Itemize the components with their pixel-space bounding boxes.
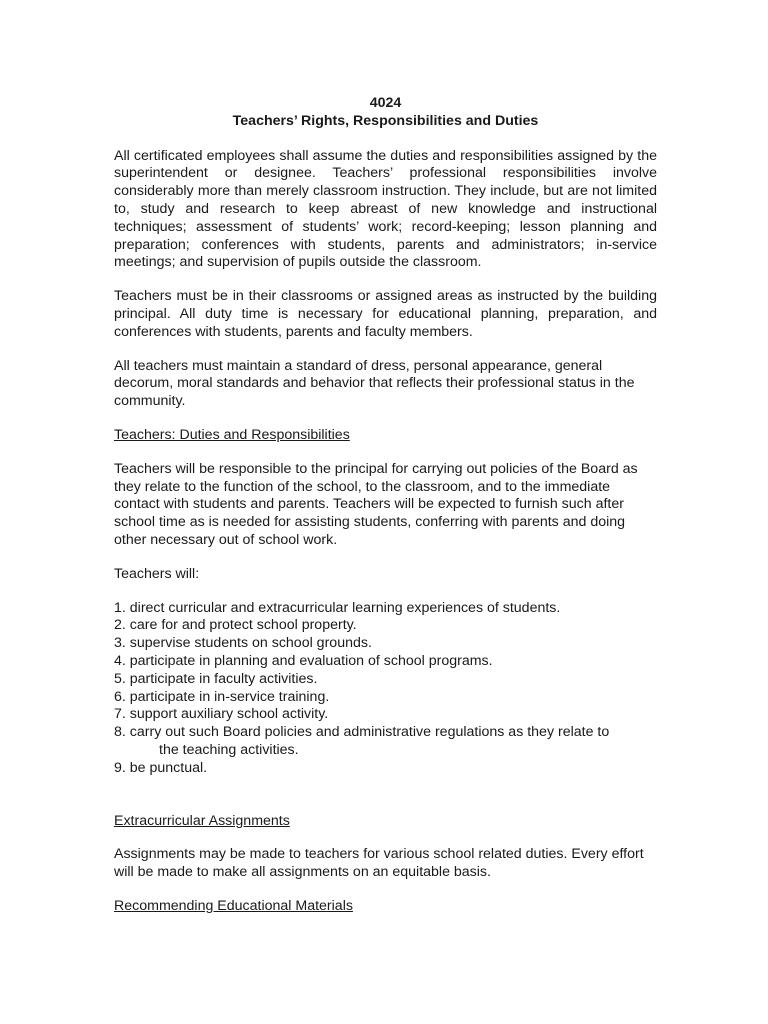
- duties-list: [114, 600, 657, 778]
- list-item: 6. participate in in-service training.: [114, 688, 330, 705]
- heading-recommending-materials: Recommending Educational Materials: [114, 897, 353, 914]
- list-item: 5. participate in faculty activities.: [114, 670, 318, 687]
- list-item-continuation: [114, 742, 657, 760]
- paragraph-dress-standards: All teachers must maintain a standard of dress, personal appearance, general decorum, moral standards and behavior that reflects their professional status in the community.: [114, 357, 635, 410]
- list-item: 3. supervise students on school grounds.: [114, 635, 372, 652]
- list-item: 7. support auxiliary school activity.: [114, 706, 329, 723]
- paragraph-classroom-presence: Teachers must be in their classrooms or assigned areas as instructed by the building principal. All duty time is necessary for educational planning, preparation, and conferences with students, parents and faculty members.: [114, 288, 657, 340]
- heading-duties-responsibilities: Teachers: Duties and Responsibilities: [114, 426, 350, 443]
- spacer: [114, 795, 657, 813]
- document-page: [114, 95, 657, 932]
- list-item: 8. carry out such Board policies and administrative regulations as they relate to: [114, 724, 610, 741]
- list-item: 1. direct curricular and extracurricular learning experiences of students.: [114, 599, 561, 616]
- list-item: 9. be punctual.: [114, 759, 208, 776]
- heading-extracurricular-assignments: Extracurricular Assignments: [114, 812, 290, 829]
- list-item-continuation-text: the teaching activities.: [159, 741, 299, 758]
- paragraph-duties-intro: Teachers will be responsible to the principal for carrying out policies of the Board as they relate to the function of the school, to the classroom, and to the immediate contact with students and parents. Teachers will be expected to furnish such after school time as is needed for assisting students, conferring with parents and doing other necessary out of school work.: [114, 460, 638, 548]
- paragraph-general-duties: All certificated employees shall assume the duties and responsibilities assigned by the superintendent or designee. Teachers’ professional responsibilities involve considerably more than merely classroom instruction. They include, but are not limited to, study and research to keep abreast of new knowledge and instructional techniques; assessment of students’ work; record-keeping; lesson planning and preparation; conferences with students, parents and administrators; in-service meetings; and supervision of pupils outside the classroom.: [114, 147, 657, 271]
- policy-number: 4024: [369, 95, 402, 111]
- paragraph-teachers-will: Teachers will:: [114, 565, 200, 582]
- list-item: 4. participate in planning and evaluation of school programs.: [114, 652, 493, 669]
- document-title: Teachers’ Rights, Responsibilities and Duties: [232, 112, 539, 129]
- list-item: 2. care for and protect school property.: [114, 617, 357, 634]
- paragraph-extracurricular: Assignments may be made to teachers for various school related duties. Every effort will be made to make all assignments on an equitable basis.: [114, 846, 644, 881]
